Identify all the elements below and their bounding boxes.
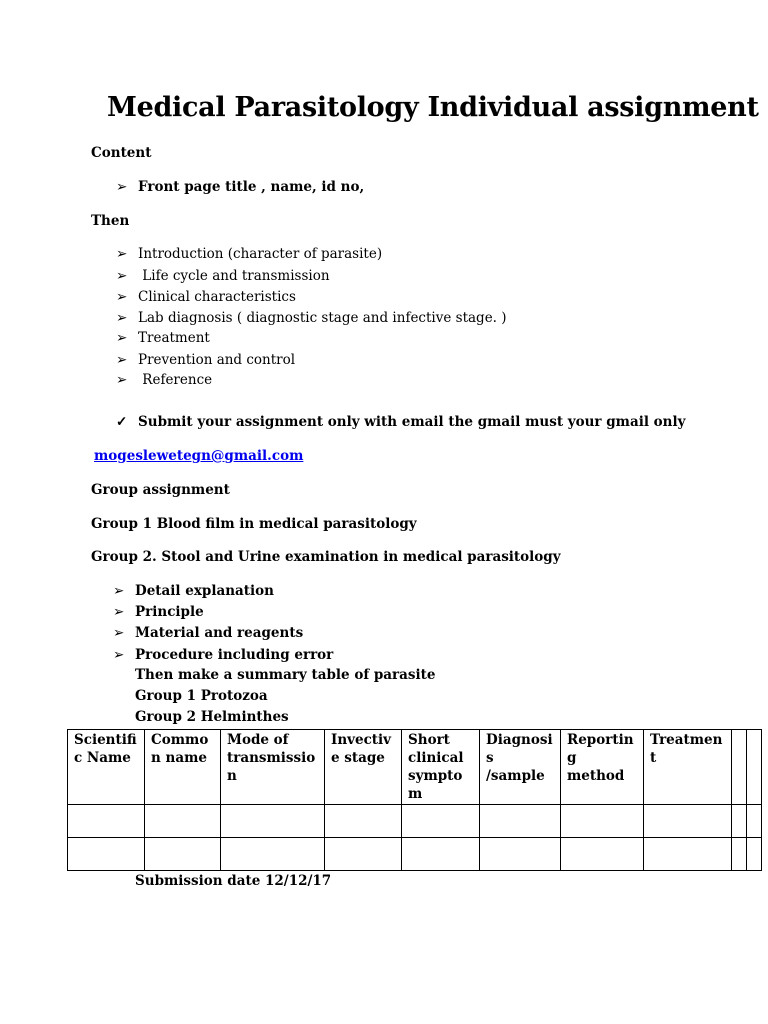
arrowhead-bullet-icon: ➢ <box>116 330 128 346</box>
table-cell <box>561 805 644 838</box>
email-link[interactable]: mogeslewetegn@gmail.com <box>94 448 304 464</box>
list-item: ➢ Introduction (character of parasite) <box>116 246 383 262</box>
list-item: ➢ Treatment <box>116 330 210 346</box>
table-header-row <box>68 730 762 805</box>
table-header-cell: Treatment <box>644 730 732 805</box>
then-label: Then <box>91 213 130 229</box>
table-cell <box>145 838 221 871</box>
page-title: Medical Parasitology Individual assignment <box>107 92 759 123</box>
arrowhead-bullet-icon: ➢ <box>113 625 125 641</box>
arrowhead-bullet-icon: ➢ <box>116 310 128 326</box>
table-header-cell: Scientific Name <box>68 730 145 805</box>
arrowhead-bullet-icon: ➢ <box>116 372 128 388</box>
table-header-cell: Reporting method <box>561 730 644 805</box>
table-cell <box>732 838 747 871</box>
table-cell <box>644 805 732 838</box>
table-cell <box>747 805 762 838</box>
arrowhead-bullet-icon: ➢ <box>116 246 128 262</box>
table-header-cell: Invective stage <box>325 730 402 805</box>
content-label: Content <box>91 145 152 161</box>
table-row <box>68 805 762 838</box>
list-item: ➢ Front page title , name, id no, <box>116 179 365 195</box>
arrowhead-bullet-icon: ➢ <box>113 647 125 663</box>
list-item: ➢ Reference <box>116 372 213 388</box>
table-cell <box>480 838 561 871</box>
arrowhead-bullet-icon: ➢ <box>116 352 128 368</box>
group1-subheading: Group 1 Protozoa <box>135 688 268 704</box>
group-assignment-label: Group assignment <box>91 482 230 498</box>
list-item: ➢ Procedure including error <box>113 647 334 663</box>
table-cell <box>561 838 644 871</box>
list-item: ➢ Lab diagnosis ( diagnostic stage and infective stage. ) <box>116 310 507 326</box>
table-header-cell <box>747 730 762 805</box>
email-link-container <box>94 448 303 464</box>
table-cell <box>325 838 402 871</box>
checkmark-icon: ✓ <box>116 414 128 430</box>
list-item: ➢ Detail explanation <box>113 583 274 599</box>
table-header-cell: Short clinical symptom <box>402 730 480 805</box>
list-item: ➢ Clinical characteristics <box>116 289 296 305</box>
summary-table <box>67 729 762 871</box>
arrowhead-bullet-icon: ➢ <box>113 604 125 620</box>
group2-heading: Group 2. Stool and Urine examination in medical parasitology <box>91 549 561 565</box>
table-header-cell <box>732 730 747 805</box>
list-item: ➢ Life cycle and transmission <box>116 268 330 284</box>
arrowhead-bullet-icon: ➢ <box>116 179 128 195</box>
list-item: ➢ Material and reagents <box>113 625 304 641</box>
table-cell <box>68 838 145 871</box>
table-cell <box>747 838 762 871</box>
table-cell <box>221 805 325 838</box>
table-header-cell: Common name <box>145 730 221 805</box>
table-cell <box>145 805 221 838</box>
table-cell <box>732 805 747 838</box>
table-header-cell: Mode of transmission <box>221 730 325 805</box>
table-cell <box>221 838 325 871</box>
table-cell <box>402 838 480 871</box>
group1-heading: Group 1 Blood film in medical parasitology <box>91 516 417 532</box>
table-header-cell: Diagnosis /sample <box>480 730 561 805</box>
arrowhead-bullet-icon: ➢ <box>116 268 128 284</box>
group2-subheading: Group 2 Helminthes <box>135 709 289 725</box>
table-cell <box>325 805 402 838</box>
table-cell <box>480 805 561 838</box>
table-row <box>68 838 762 871</box>
list-item: ➢ Principle <box>113 604 204 620</box>
summary-note: Then make a summary table of parasite <box>135 667 436 683</box>
table-cell <box>644 838 732 871</box>
submission-date: Submission date 12/12/17 <box>135 873 332 889</box>
table-cell <box>68 805 145 838</box>
list-item: ➢ Prevention and control <box>116 352 296 368</box>
arrowhead-bullet-icon: ➢ <box>113 583 125 599</box>
table-cell <box>402 805 480 838</box>
arrowhead-bullet-icon: ➢ <box>116 289 128 305</box>
submit-note: ✓ Submit your assignment only with email the gmail must your gmail only <box>116 414 686 430</box>
